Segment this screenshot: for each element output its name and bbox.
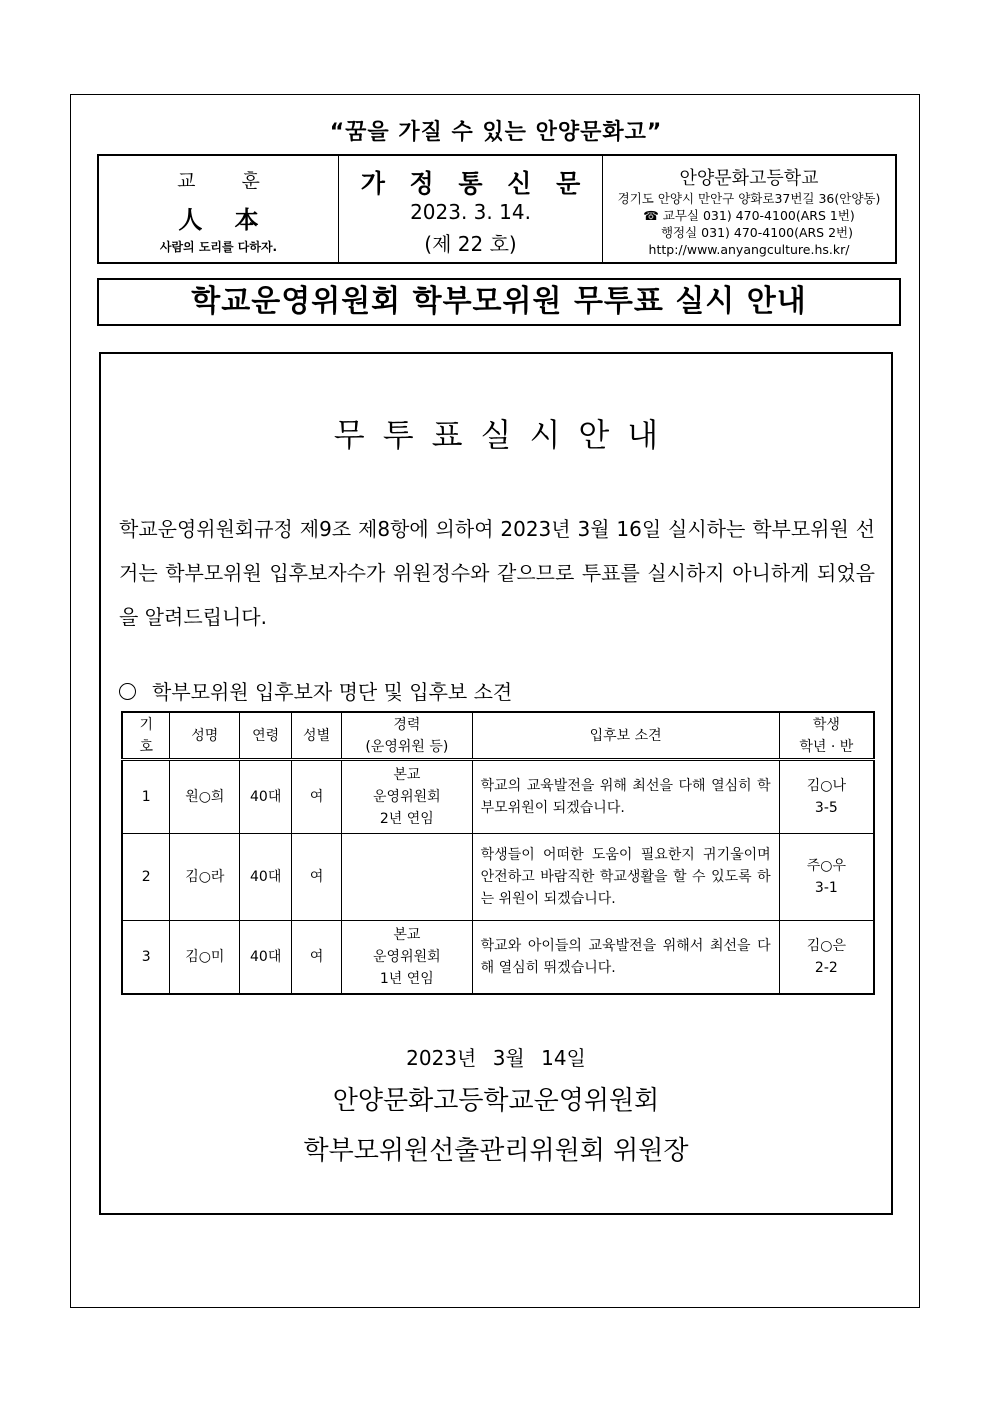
header-student: 학생 학년 · 반 — [779, 712, 874, 760]
school-slogan: “꿈을 가질 수 있는 안양문화고” — [329, 120, 663, 145]
motto-sub: 사람의 도리를 다하자. — [159, 240, 278, 254]
newsletter-date: 2023. 3. 14. — [410, 200, 531, 224]
cell-name: 김○라 — [170, 834, 240, 921]
cell-career: 본교 운영위원회 2년 연임 — [342, 760, 473, 834]
cell-gender: 여 — [292, 760, 342, 834]
school-website[interactable]: http://www.anyangculture.hs.kr/ — [648, 242, 850, 257]
cell-opinion: 학교의 교육발전을 위해 최선을 다해 열심히 학부모위원이 되겠습니다. — [472, 760, 779, 834]
notice-paragraph: 학교운영위원회규정 제9조 제8항에 의하여 2023년 3월 16일 실시하는 학부모위원 선거는 학부모위원 입후보자수가 위원정수와 같으므로 투표를 실시하지 아니하게 되었음을 알려드립니다. — [119, 517, 875, 629]
cell-career: 본교 운영위원회 1년 연임 — [342, 921, 473, 995]
header-number: 기 호 — [122, 712, 170, 760]
header-gender: 성별 — [292, 712, 342, 760]
table-row — [122, 834, 874, 921]
document-title: 학교운영위원회 학부모위원 무투표 실시 안내 — [97, 278, 901, 326]
newsletter-issue: (제 22 호) — [424, 232, 517, 256]
school-info-cell — [603, 156, 895, 262]
cell-gender: 여 — [292, 921, 342, 995]
school-name: 안양문화고등학교 — [679, 168, 819, 189]
cell-student: 김○은 2-2 — [779, 921, 874, 995]
candidate-list-heading — [119, 676, 512, 705]
cell-number: 2 — [122, 834, 170, 921]
cell-student: 주○우 3-1 — [779, 834, 874, 921]
cell-name: 김○미 — [170, 921, 240, 995]
cell-opinion: 학교와 아이들의 교육발전을 위해서 최선을 다해 열심히 뛰겠습니다. — [472, 921, 779, 995]
school-phone-office: ☎ 교무실 031) 470-4100(ARS 1번) — [643, 208, 855, 223]
cell-age: 40대 — [240, 760, 292, 834]
header-opinion: 입후보 소견 — [472, 712, 779, 760]
header-name: 성명 — [170, 712, 240, 760]
table-row — [122, 760, 874, 834]
header-career: 경력 (운영위원 등) — [342, 712, 473, 760]
cell-career — [342, 834, 473, 921]
page-border — [70, 94, 920, 1308]
newsletter-cell — [339, 156, 603, 262]
cell-gender: 여 — [292, 834, 342, 921]
cell-student: 김○나 3-5 — [779, 760, 874, 834]
signature-organization: 안양문화고등학교운영위원회 — [332, 1086, 660, 1116]
header-age: 연령 — [240, 712, 292, 760]
notice-box — [99, 352, 893, 1215]
candidate-list-heading-text: 학부모위원 입후보자 명단 및 입후보 소견 — [152, 680, 513, 704]
candidate-table — [121, 711, 875, 995]
school-phone-admin: 행정실 031) 470-4100(ARS 2번) — [660, 225, 853, 240]
motto-label: 교 훈 — [177, 170, 280, 192]
table-row — [122, 921, 874, 995]
cell-age: 40대 — [240, 921, 292, 995]
signature-title: 학부모위원선출관리위원회 위원장 — [303, 1136, 689, 1166]
school-address: 경기도 안양시 만안구 양화로37번길 36(안양동) — [617, 191, 881, 206]
letterhead — [97, 154, 897, 264]
cell-number: 3 — [122, 921, 170, 995]
cell-name: 원○희 — [170, 760, 240, 834]
cell-opinion: 학생들이 어떠한 도움이 필요한지 귀기울이며 안전하고 바람직한 학교생활을 할 수 있도록 하는 위원이 되겠습니다. — [472, 834, 779, 921]
motto-cell — [99, 156, 339, 262]
signature-date: 2023년 3월 14일 — [406, 1046, 586, 1070]
table-header-row — [122, 712, 874, 760]
circle-bullet-icon — [119, 683, 136, 700]
notice-heading: 무투표실시안내 — [333, 416, 677, 454]
cell-number: 1 — [122, 760, 170, 834]
cell-age: 40대 — [240, 834, 292, 921]
newsletter-title: 가 정 통 신 문 — [360, 169, 589, 198]
motto-main: 人 本 — [178, 206, 271, 234]
